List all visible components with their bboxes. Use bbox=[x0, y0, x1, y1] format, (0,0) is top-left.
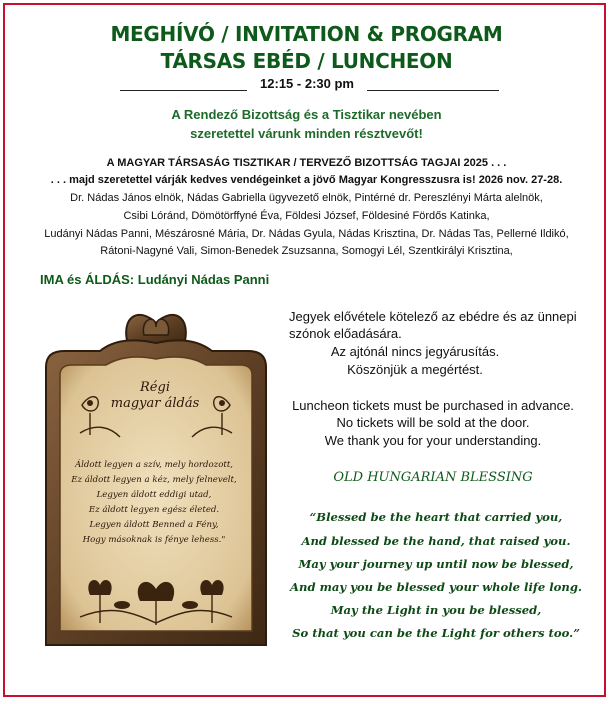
time-rule-right bbox=[367, 90, 499, 91]
blessing-line: “Blessed be the heart that carried you, bbox=[309, 510, 563, 524]
blessing-line: May the Light in you be blessed, bbox=[330, 603, 542, 617]
plaque-title: Régi bbox=[140, 380, 170, 395]
blessing-line: And blessed be the hand, that raised you. bbox=[301, 534, 571, 548]
plaque-line: Legyen áldott Benned a Fény, bbox=[89, 520, 219, 530]
blessing-title: OLD HUNGARIAN BLESSING bbox=[333, 470, 533, 485]
plaque-line: Ez áldott legyen a kéz, mely felnevelt, bbox=[71, 475, 237, 485]
host-line-1: A Rendező Bizottság és a Tisztikar nevében bbox=[171, 107, 442, 122]
time-rule-left bbox=[120, 90, 247, 91]
committee-names-4: Rátoni-Nagyné Vali, Simon-Benedek Zsuzsanna, Somogyi Lél, Szentkirályi Krisztina, bbox=[100, 245, 513, 257]
tickets-hu-line-2: szónok előadására. bbox=[289, 326, 402, 341]
plaque-line: Ez áldott legyen egész életed. bbox=[88, 505, 220, 515]
blessing-line: And may you be blessed your whole life long. bbox=[290, 580, 582, 594]
committee-names-2: Csibi Lóránd, Dömötörffyné Éva, Földesi József, Földesiné Fördős Katinka, bbox=[123, 210, 490, 222]
page-title: MEGHÍVÓ / INVITATION & PROGRAM bbox=[110, 22, 503, 46]
tickets-en-line-3: We thank you for your understanding. bbox=[324, 433, 542, 448]
plaque-line: Legyen áldott eddigi utad, bbox=[96, 490, 212, 500]
tickets-hu-line-1: Jegyek elővétele kötelező az ebédre és az ünnepi bbox=[289, 309, 577, 324]
plaque-line: Hogy másoknak is fénye lehess." bbox=[82, 535, 226, 545]
committee-heading: A MAGYAR TÁRSASÁG TISZTIKAR / TERVEZŐ BIZOTTSÁG TAGJAI 2025 . . . bbox=[106, 157, 507, 169]
plaque-line: Áldott legyen a szív, mely hordozott, bbox=[74, 460, 234, 470]
event-time: 12:15 - 2:30 pm bbox=[260, 76, 354, 91]
blessing-line: So that you can be the Light for others too.” bbox=[292, 626, 580, 640]
tickets-en-line-2: No tickets will be sold at the door. bbox=[336, 415, 530, 430]
plaque-subtitle: magyar áldás bbox=[110, 396, 200, 411]
host-line-2: szeretettel várunk minden résztvevőt! bbox=[190, 126, 423, 141]
committee-names-3: Ludányi Nádas Panni, Mészárosné Mária, Dr. Nádas Gyula, Nádas Krisztina, Dr. Nádas Tas, Pellerné Ildikó, bbox=[44, 228, 569, 240]
blessing-line: May your journey up until now be blessed, bbox=[298, 557, 574, 571]
page-subtitle: TÁRSAS EBÉD / LUNCHEON bbox=[160, 49, 453, 73]
committee-names-1: Dr. Nádas János elnök, Nádas Gabriella ügyvezető elnök, Pintérné dr. Pereszlényi Márta alelnök, bbox=[70, 192, 543, 204]
tickets-hu-line-4: Köszönjük a megértést. bbox=[347, 362, 483, 377]
time-row bbox=[0, 76, 613, 94]
tickets-hu-line-3: Az ajtónál nincs jegyárusítás. bbox=[330, 344, 500, 359]
tickets-en-line-1: Luncheon tickets must be purchased in advance. bbox=[292, 398, 574, 413]
committee-invite: . . . majd szeretettel várják kedves vendégeinket a jövő Magyar Kongresszusra is! 2026 nov. 27-28. bbox=[50, 174, 563, 186]
prayer-label: IMA és ÁLDÁS: Ludányi Nádas Panni bbox=[40, 272, 270, 287]
